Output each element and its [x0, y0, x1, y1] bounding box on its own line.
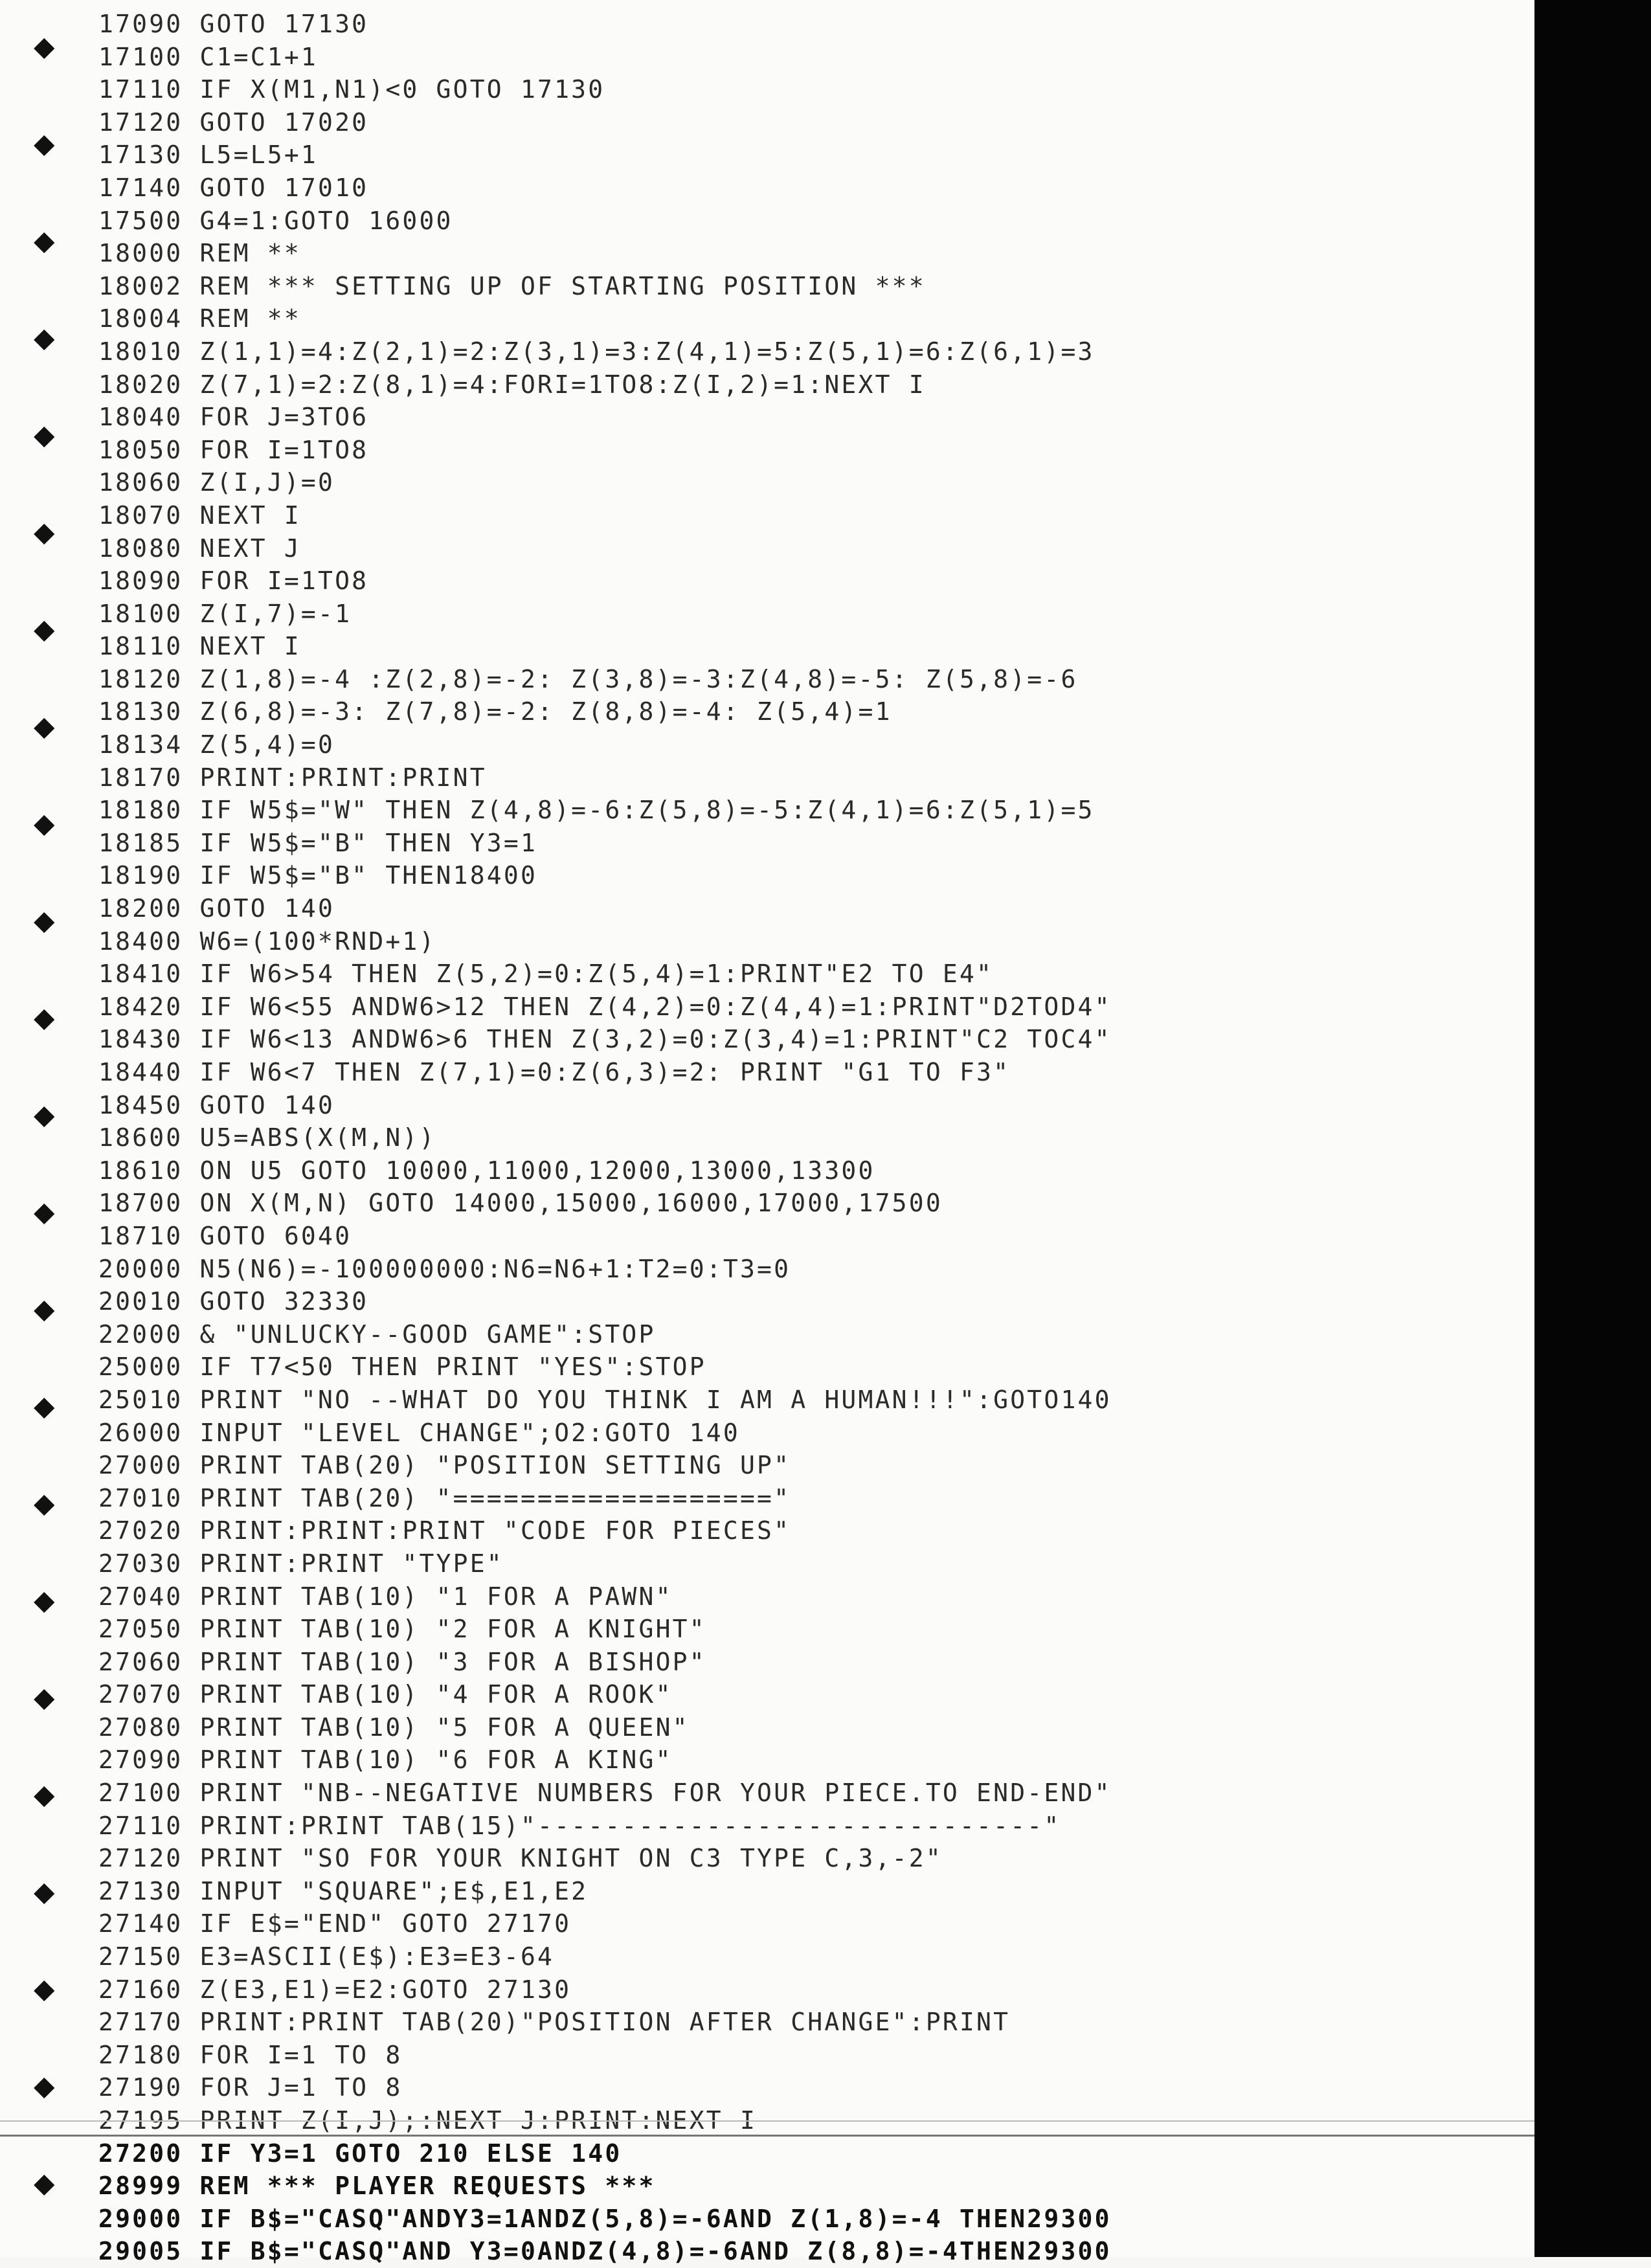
code-line: 18410 IF W6>54 THEN Z(5,2)=0:Z(5,4)=1:PRINT"E2 TO E4" — [98, 960, 994, 989]
code-line: 27130 INPUT "SQUARE";E$,E1,E2 — [98, 1876, 589, 1905]
code-line: 18000 REM ** — [98, 239, 301, 268]
code-line: 29000 IF B$="CASQ"ANDY3=1ANDZ(5,8)=-6AND Z(1,8)=-4 THEN29300 — [98, 2204, 1112, 2233]
code-line: 18400 W6=(100*RND+1) — [98, 926, 436, 956]
code-line: 27040 PRINT TAB(10) "1 FOR A PAWN" — [98, 1582, 673, 1611]
code-line: 18185 IF W5$="B" THEN Y3=1 — [98, 828, 538, 857]
feed-hole-mark: ◆ — [34, 122, 55, 163]
page-tear-shadow — [0, 2120, 1534, 2122]
feed-hole-mark: ◆ — [34, 1676, 55, 1717]
code-line: 27030 PRINT:PRINT "TYPE" — [98, 1549, 504, 1578]
feed-hole-mark: ◆ — [34, 1579, 55, 1620]
code-line: 27195 PRINT Z(I,J);:NEXT J:PRINT:NEXT I — [98, 2106, 758, 2135]
code-line: 27090 PRINT TAB(10) "6 FOR A KING" — [98, 1746, 673, 1775]
feed-hole-mark: ◆ — [34, 1191, 55, 1231]
code-line: 29005 IF B$="CASQ"AND Y3=0ANDZ(4,8)=-6AND Z(8,8)=-4THEN29300 — [98, 2237, 1112, 2266]
feed-hole-mark: ◆ — [34, 1385, 55, 1426]
code-line: 18080 NEXT J — [98, 533, 301, 563]
code-line: 27170 PRINT:PRINT TAB(20)"POSITION AFTER CHANGE":PRINT — [98, 2008, 1011, 2037]
code-line: 18004 REM ** — [98, 304, 301, 333]
code-line: 17110 IF X(M1,N1)<0 GOTO 17130 — [98, 75, 605, 104]
code-line: 27010 PRINT TAB(20) "===================" — [98, 1483, 791, 1512]
code-line: 26000 INPUT "LEVEL CHANGE";O2:GOTO 140 — [98, 1418, 740, 1447]
code-line: 18180 IF W5$="W" THEN Z(4,8)=-6:Z(5,8)=-5:Z(4,1)=6:Z(5,1)=5 — [98, 796, 1095, 825]
feed-hole-mark: ◆ — [34, 899, 55, 940]
code-line: 18050 FOR I=1TO8 — [98, 435, 369, 464]
code-line: 18002 REM *** SETTING UP OF STARTING POSITION *** — [98, 271, 926, 300]
code-line: 18120 Z(1,8)=-4 :Z(2,8)=-2: Z(3,8)=-3:Z(4,8)=-5: Z(5,8)=-6 — [98, 664, 1078, 693]
code-line: 18130 Z(6,8)=-3: Z(7,8)=-2: Z(8,8)=-4: Z(5,4)=1 — [98, 697, 892, 726]
code-line: 27050 PRINT TAB(10) "2 FOR A KNIGHT" — [98, 1615, 706, 1644]
code-line: 18600 U5=ABS(X(M,N)) — [98, 1123, 436, 1152]
basic-code-listing — [98, 8, 1523, 2268]
code-line: 18070 NEXT I — [98, 500, 301, 530]
feed-hole-mark: ◆ — [34, 2162, 55, 2203]
code-line: 18100 Z(I,7)=-1 — [98, 599, 352, 628]
feed-hole-mark: ◆ — [34, 511, 55, 552]
code-line: 22000 & "UNLUCKY--GOOD GAME":STOP — [98, 1319, 656, 1349]
code-line: 27160 Z(E3,E1)=E2:GOTO 27130 — [98, 1975, 572, 2004]
code-line: 18090 FOR I=1TO8 — [98, 567, 369, 596]
code-line: 27020 PRINT:PRINT:PRINT "CODE FOR PIECES" — [98, 1516, 791, 1545]
code-line: 17090 GOTO 17130 — [98, 10, 369, 38]
code-line: 18190 IF W5$="B" THEN18400 — [98, 861, 538, 890]
feed-hole-mark: ◆ — [34, 608, 55, 649]
code-line: 27110 PRINT:PRINT TAB(15)"------------------------------" — [98, 1811, 1061, 1840]
code-line: 18450 GOTO 140 — [98, 1090, 335, 1119]
code-line: 17120 GOTO 17020 — [98, 107, 369, 137]
code-line: 27150 E3=ASCII(E$):E3=E3-64 — [98, 1942, 555, 1971]
code-line: 18430 IF W6<13 ANDW6>6 THEN Z(3,2)=0:Z(3,4)=1:PRINT"C2 TOC4" — [98, 1025, 1112, 1054]
code-line: 17500 G4=1:GOTO 16000 — [98, 206, 453, 235]
feed-hole-mark: ◆ — [34, 1288, 55, 1329]
code-line: 27000 PRINT TAB(20) "POSITION SETTING UP" — [98, 1451, 791, 1480]
code-line: 20010 GOTO 32330 — [98, 1287, 369, 1316]
code-line: 25000 IF T7<50 THEN PRINT "YES":STOP — [98, 1353, 706, 1382]
code-line: 18610 ON U5 GOTO 10000,11000,12000,13000,13300 — [98, 1156, 875, 1185]
code-line: 18010 Z(1,1)=4:Z(2,1)=2:Z(3,1)=3:Z(4,1)=5:Z(5,1)=6:Z(6,1)=3 — [98, 337, 1095, 366]
feed-hole-mark: ◆ — [34, 25, 55, 66]
feed-hole-mark: ◆ — [34, 1773, 55, 1814]
code-line: 18134 Z(5,4)=0 — [98, 730, 335, 759]
code-line: 25010 PRINT "NO --WHAT DO YOU THINK I AM A HUMAN!!!":GOTO140 — [98, 1385, 1112, 1414]
code-line: 18040 FOR J=3TO6 — [98, 403, 369, 432]
code-line: 27140 IF E$="END" GOTO 27170 — [98, 1909, 572, 1938]
code-line: 18060 Z(I,J)=0 — [98, 468, 335, 497]
code-line: 18700 ON X(M,N) GOTO 14000,15000,16000,17000,17500 — [98, 1189, 943, 1218]
code-line: 17100 C1=C1+1 — [98, 42, 319, 71]
code-line: 27180 FOR I=1 TO 8 — [98, 2040, 403, 2069]
code-line: 17130 L5=L5+1 — [98, 140, 319, 170]
code-line: 18710 GOTO 6040 — [98, 1221, 352, 1250]
code-line: 18020 Z(7,1)=2:Z(8,1)=4:FORI=1TO8:Z(I,2)=1:NEXT I — [98, 370, 926, 399]
code-line: 27100 PRINT "NB--NEGATIVE NUMBERS FOR YOUR PIECE.TO END-END" — [98, 1779, 1112, 1808]
feed-hole-mark: ◆ — [34, 219, 55, 260]
feed-hole-mark: ◆ — [34, 1870, 55, 1911]
code-line: 27070 PRINT TAB(10) "4 FOR A ROOK" — [98, 1680, 673, 1709]
code-line: 28999 REM *** PLAYER REQUESTS *** — [98, 2172, 656, 2201]
feed-hole-mark: ◆ — [34, 996, 55, 1037]
feed-hole-mark: ◆ — [34, 1482, 55, 1523]
code-line: 18170 PRINT:PRINT:PRINT — [98, 763, 487, 792]
feed-hole-mark: ◆ — [34, 317, 55, 357]
feed-hole-mark: ◆ — [34, 1094, 55, 1134]
feed-hole-mark: ◆ — [34, 1968, 55, 2008]
feed-hole-mark: ◆ — [34, 414, 55, 455]
code-line: 27080 PRINT TAB(10) "5 FOR A QUEEN" — [98, 1712, 690, 1742]
code-line: 27200 IF Y3=1 GOTO 210 ELSE 140 — [98, 2139, 622, 2168]
feed-hole-mark: ◆ — [34, 802, 55, 843]
feed-hole-mark: ◆ — [34, 2065, 55, 2105]
code-line: 18200 GOTO 140 — [98, 894, 335, 923]
code-line: 18420 IF W6<55 ANDW6>12 THEN Z(4,2)=0:Z(4,4)=1:PRINT"D2TOD4" — [98, 992, 1112, 1021]
code-line: 18110 NEXT I — [98, 632, 301, 661]
feed-hole-mark: ◆ — [34, 705, 55, 746]
code-line: 20000 N5(N6)=-100000000:N6=N6+1:T2=0:T3=0 — [98, 1254, 791, 1283]
scanner-dark-edge — [1534, 0, 1651, 2257]
code-line: 18440 IF W6<7 THEN Z(7,1)=0:Z(6,3)=2: PRINT "G1 TO F3" — [98, 1058, 1011, 1086]
code-line: 27120 PRINT "SO FOR YOUR KNIGHT ON C3 TYPE C,3,-2" — [98, 1844, 943, 1873]
code-line: 27060 PRINT TAB(10) "3 FOR A BISHOP" — [98, 1647, 706, 1676]
code-line: 27190 FOR J=1 TO 8 — [98, 2073, 403, 2102]
tractor-feed-marks — [34, 0, 60, 2257]
code-line: 17140 GOTO 17010 — [98, 173, 369, 202]
